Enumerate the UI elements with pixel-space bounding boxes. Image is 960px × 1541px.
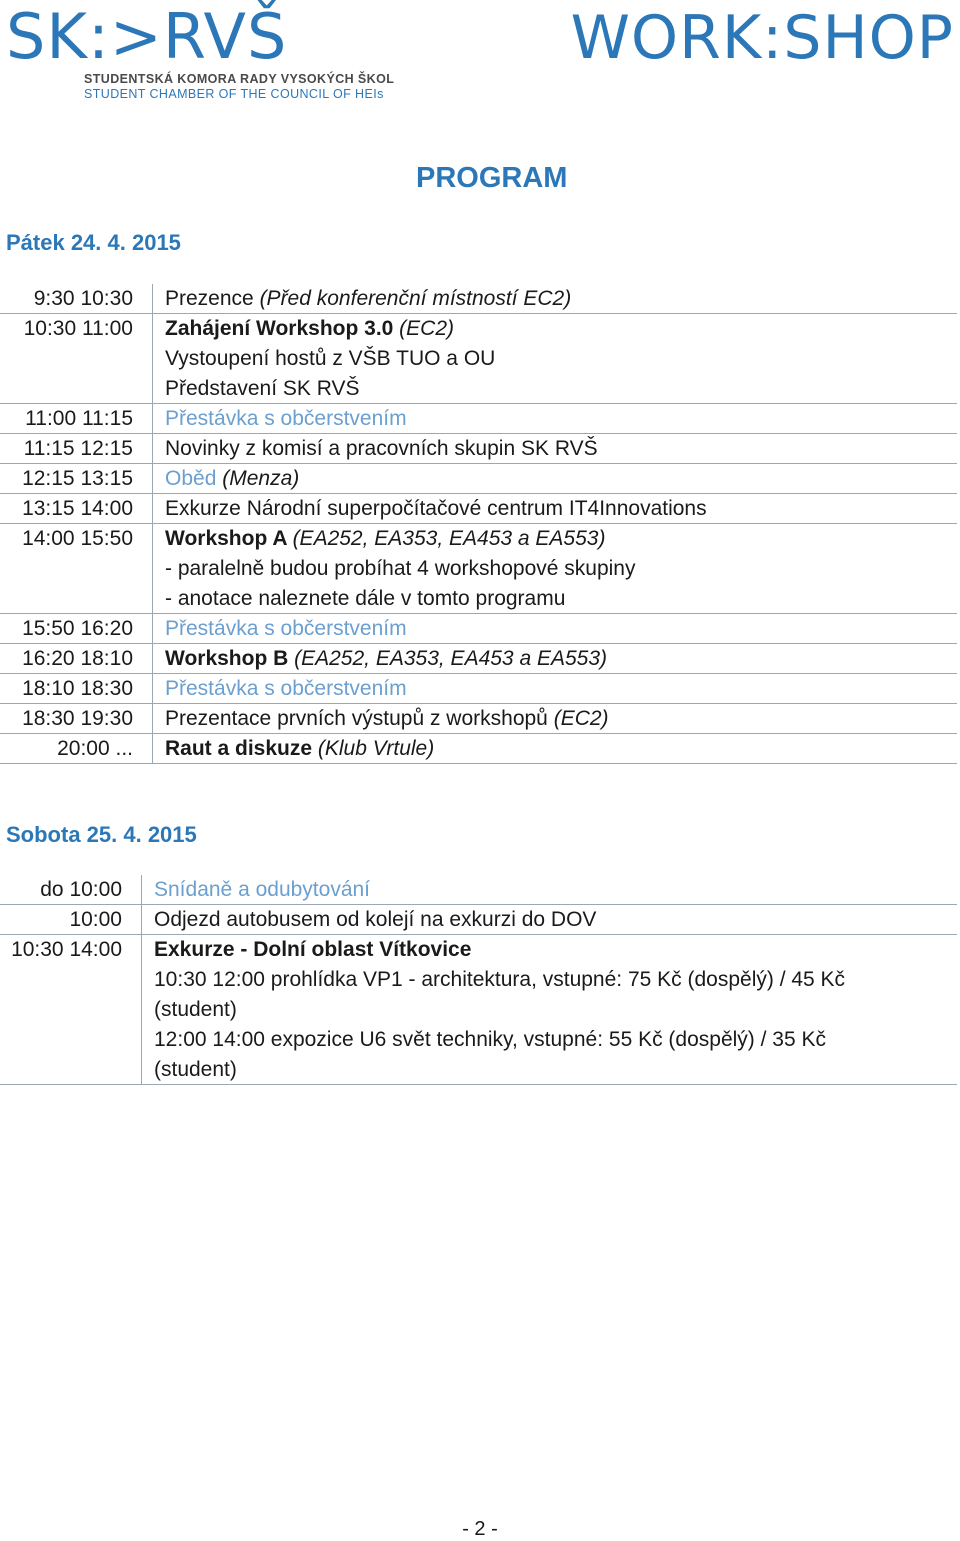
schedule-row	[0, 434, 960, 464]
schedule-time: 20:00 ...	[57, 737, 133, 760]
schedule-row	[0, 644, 960, 674]
text-segment: (EC2)	[399, 317, 455, 340]
text-segment: Vystoupení hostů z VŠB TUO a OU	[165, 347, 496, 370]
text-segment: - anotace naleznete dále v tomto programu	[165, 587, 566, 610]
schedule-time: 13:15 14:00	[22, 497, 133, 520]
description-line	[165, 314, 960, 344]
schedule-time: 11:15 12:15	[23, 437, 133, 460]
schedule-description	[152, 404, 960, 434]
description-line	[165, 704, 960, 734]
day-title-friday: Pátek 24. 4. 2015	[6, 230, 181, 255]
description-line	[154, 935, 960, 965]
logo-sk-rvs-line1: STUDENTSKÁ KOMORA RADY VYSOKÝCH ŠKOL	[84, 72, 395, 86]
schedule-time: 18:30 19:30	[22, 707, 133, 730]
schedule-description	[152, 314, 960, 404]
schedule-description	[152, 434, 960, 464]
text-segment: Představení SK RVŠ	[165, 377, 360, 400]
schedule-time: 12:15 13:15	[22, 467, 133, 490]
schedule-description	[152, 704, 960, 734]
schedule-saturday	[0, 875, 960, 1085]
schedule-row	[0, 935, 960, 1085]
text-segment: (student)	[154, 1058, 237, 1081]
description-line	[154, 1025, 960, 1055]
description-line	[154, 875, 960, 905]
page-title: PROGRAM	[416, 162, 568, 194]
text-segment: Exkurze - Dolní oblast Vítkovice	[154, 938, 472, 961]
logo-workshop: WORK:SHOP	[570, 3, 954, 73]
schedule-time: 14:00 15:50	[22, 527, 133, 550]
description-line	[165, 614, 960, 644]
text-segment: (Klub Vrtule)	[317, 737, 435, 760]
schedule-description	[152, 674, 960, 704]
text-segment: Exkurze Národní superpočítačové centrum IT4Innovations	[165, 497, 707, 520]
text-segment: Přestávka s občerstvením	[165, 407, 407, 430]
description-line	[165, 434, 960, 464]
text-segment: Zahájení Workshop 3.0	[165, 317, 400, 340]
description-line	[165, 554, 960, 584]
logo-sk-rvs-line2: STUDENT CHAMBER OF THE COUNCIL OF HEIs	[84, 87, 384, 101]
text-segment: (EA252, EA353, EA453 a EA553)	[294, 647, 608, 670]
schedule-row	[0, 674, 960, 704]
text-segment: (Menza)	[222, 467, 300, 490]
schedule-time: 10:30 14:00	[11, 938, 122, 961]
description-line	[165, 284, 960, 314]
schedule-row	[0, 875, 960, 905]
description-line	[165, 344, 960, 374]
description-line	[165, 674, 960, 704]
text-segment: (Před konferenční místností EC2)	[259, 287, 572, 310]
text-segment: Raut a diskuze	[165, 737, 318, 760]
schedule-description	[152, 614, 960, 644]
schedule-time: 10:00	[69, 908, 122, 931]
schedule-row	[0, 494, 960, 524]
schedule-time: do 10:00	[40, 878, 122, 901]
text-segment: (EC2)	[553, 707, 609, 730]
text-segment: Oběd	[165, 467, 223, 490]
text-segment: 10:30 12:00 prohlídka VP1 - architektura, vstupné: 75 Kč (dospělý) / 45 Kč	[154, 968, 846, 991]
text-segment: Workshop B	[165, 647, 295, 670]
schedule-description	[152, 494, 960, 524]
description-line	[154, 965, 960, 995]
schedule-row	[0, 905, 960, 935]
text-segment: 12:00 14:00 expozice U6 svět techniky, vstupné: 55 Kč (dospělý) / 35 Kč	[154, 1028, 826, 1051]
description-line	[165, 524, 960, 554]
schedule-description	[152, 464, 960, 494]
schedule-description	[152, 284, 960, 314]
schedule-time: 15:50 16:20	[22, 617, 133, 640]
schedule-time: 18:10 18:30	[22, 677, 133, 700]
schedule-description	[141, 905, 960, 935]
schedule-row	[0, 314, 960, 404]
description-line	[165, 374, 960, 404]
schedule-time: 9:30 10:30	[33, 287, 133, 310]
logo-sk-rvs	[6, 0, 395, 101]
text-segment: Prezence	[165, 287, 260, 310]
schedule-row	[0, 524, 960, 614]
schedule-row	[0, 704, 960, 734]
text-segment: Přestávka s občerstvením	[165, 617, 407, 640]
schedule-time: 11:00 11:15	[25, 407, 133, 430]
text-segment: - paralelně budou probíhat 4 workshopové skupiny	[165, 557, 636, 580]
description-line	[165, 404, 960, 434]
description-line	[165, 494, 960, 524]
text-segment: Odjezd autobusem od kolejí na exkurzi do DOV	[154, 908, 597, 931]
text-segment: (EA252, EA353, EA453 a EA553)	[292, 527, 606, 550]
logo-sk-rvs-wordmark: SK:>RVŠ	[6, 0, 288, 73]
day-title-saturday: Sobota 25. 4. 2015	[6, 822, 197, 847]
description-line	[165, 584, 960, 614]
text-segment: Novinky z komisí a pracovních skupin SK RVŠ	[165, 437, 598, 460]
schedule-description	[152, 524, 960, 614]
description-line	[154, 1055, 960, 1085]
text-segment: Prezentace prvních výstupů z workshopů	[165, 707, 554, 730]
description-line	[154, 905, 960, 935]
schedule-time: 10:30 11:00	[23, 317, 133, 340]
description-line	[165, 734, 960, 764]
schedule-friday	[0, 284, 960, 764]
description-line	[165, 644, 960, 674]
schedule-row	[0, 404, 960, 434]
schedule-description	[152, 734, 960, 764]
schedule-description	[141, 875, 960, 905]
description-line	[154, 995, 960, 1025]
text-segment: Snídaně a odubytování	[154, 878, 371, 901]
schedule-description	[141, 935, 960, 1085]
schedule-time: 16:20 18:10	[22, 647, 133, 670]
schedule-row	[0, 614, 960, 644]
text-segment: Přestávka s občerstvením	[165, 677, 407, 700]
schedule-row	[0, 284, 960, 314]
description-line	[165, 464, 960, 494]
text-segment: Workshop A	[165, 527, 293, 550]
schedule-row	[0, 464, 960, 494]
text-segment: (student)	[154, 998, 237, 1021]
page-number: - 2 -	[462, 1518, 498, 1540]
schedule-row	[0, 734, 960, 764]
schedule-description	[152, 644, 960, 674]
